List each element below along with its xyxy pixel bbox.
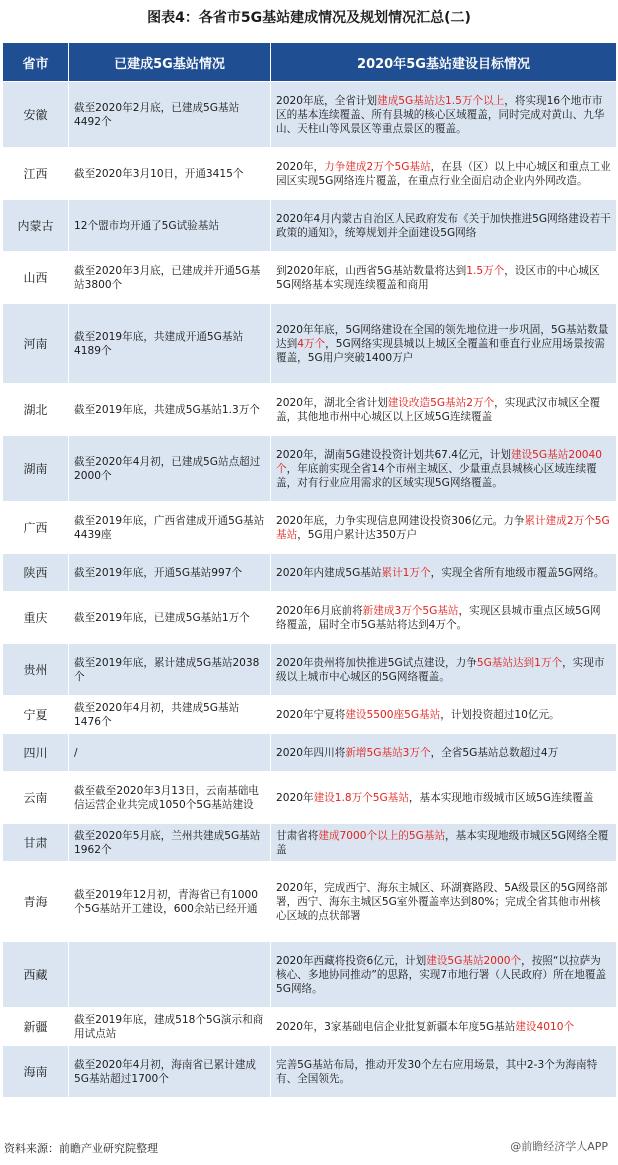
table-row — [3, 644, 617, 696]
table-header-row — [3, 43, 617, 82]
header-built: 已建成5G基站情况 — [69, 43, 271, 82]
target-text: 2020年， — [276, 160, 325, 173]
target-cell — [271, 1008, 617, 1046]
highlight-text: 1.5万个 — [466, 264, 505, 277]
target-cell — [271, 644, 617, 696]
province-cell: 贵州 — [3, 644, 69, 696]
target-text: 2020年贵州将加快推进5G试点建设，力争 — [276, 656, 477, 669]
target-text: 2020年，3家基础电信企业批复新疆本年度5G基站 — [276, 1020, 516, 1033]
highlight-text: 建设改造5G基站2万个 — [387, 396, 495, 409]
built-cell: 截至2020年3月10日，开通3415个 — [69, 148, 271, 200]
target-text: 2020年西藏将投资6亿元，计划 — [276, 954, 427, 967]
table-row — [3, 734, 617, 772]
target-cell — [271, 824, 617, 862]
built-cell: / — [69, 734, 271, 772]
highlight-text: 建成7000个以上的5G基站 — [318, 829, 446, 842]
built-cell: 截至2019年底，开通5G基站997个 — [69, 554, 271, 592]
target-text: 2020年4月内蒙古自治区人民政府发布《关于加快推进5G网络建设若干政策的通知》，统筹规划并全面建设5G网络 — [276, 212, 611, 239]
header-target: 2020年5G基站建设目标情况 — [271, 43, 617, 82]
target-text: ，计划投资超过10亿元。 — [440, 708, 560, 721]
target-cell — [271, 734, 617, 772]
built-cell: 截至2019年12月初，青海省已有1000个5G基站开工建设，600余站已经开通 — [69, 862, 271, 942]
table-row — [3, 772, 617, 824]
target-cell — [271, 384, 617, 436]
target-text: ，基本实现地级市城区5G网络全覆盖 — [276, 829, 609, 856]
target-text: ，实现市级以上城市中心城区的5G网络覆盖。 — [276, 656, 605, 683]
built-cell: 截至2020年3月底，已建成并开通5G基站3800个 — [69, 252, 271, 304]
province-cell: 西藏 — [3, 942, 69, 1008]
target-cell — [271, 148, 617, 200]
target-text: 完善5G基站布局，推动开发30个左右应用场景，其中2-3个为海南特有、全国领先。 — [276, 1058, 598, 1085]
target-text: ，实现全省所有地级市覆盖5G网络。 — [430, 566, 605, 579]
province-cell: 重庆 — [3, 592, 69, 644]
target-text: ，5G用户累计达350万户 — [297, 528, 418, 541]
highlight-text: 建设5500座5G基站 — [345, 708, 441, 721]
target-text: 2020年，湖南5G建设投资计划共67.4亿元，计划 — [276, 448, 511, 461]
target-cell — [271, 1046, 617, 1098]
table-row — [3, 384, 617, 436]
table-row — [3, 252, 617, 304]
province-cell: 江西 — [3, 148, 69, 200]
target-text: 到2020年底，山西省5G基站数量将达到 — [276, 264, 467, 277]
table-row — [3, 942, 617, 1008]
highlight-text: 累计1万个 — [381, 566, 431, 579]
target-text: 甘肃省将 — [276, 829, 319, 842]
built-cell: 截至截至2020年3月13日，云南基础电信运营企业共完成1050个5G基站建设 — [69, 772, 271, 824]
table-row — [3, 1008, 617, 1046]
target-text: ，将实现16个地市市区的基本连续覆盖、所有县城的核心区域覆盖，同时完成对黄山、九华山、天柱山等风景区等重点景区的覆盖。 — [276, 94, 605, 135]
table-body — [3, 82, 617, 1098]
built-cell: 12个盟市均开通了5G试验基站 — [69, 200, 271, 252]
target-cell — [271, 82, 617, 148]
source-note: 资料来源：前瞻产业研究院整理 — [4, 1142, 158, 1155]
page-title: 图表4：各省市5G基站建成情况及规划情况汇总(二) — [147, 10, 471, 26]
province-cell: 安徽 — [3, 82, 69, 148]
watermark-logo: @前瞻经济学人APP — [510, 1140, 608, 1153]
province-cell: 新疆 — [3, 1008, 69, 1046]
header-province: 省市 — [3, 43, 69, 82]
target-text: ，5G网络实现县城以上城区全覆盖和垂直行业应用场景按需覆盖，5G用户突破1400万户 — [276, 337, 605, 364]
province-cell: 河南 — [3, 304, 69, 384]
table-row — [3, 82, 617, 148]
target-text: 2020年底，全省计划 — [276, 94, 378, 107]
target-text: ，基本实现地市级城市区域5G连续覆盖 — [408, 791, 594, 804]
target-cell — [271, 592, 617, 644]
table-row — [3, 554, 617, 592]
province-table — [2, 42, 617, 1098]
target-text: 2020年宁夏将 — [276, 708, 346, 721]
built-cell: 截至2019年底，建成518个5G演示和商用试点站 — [69, 1008, 271, 1046]
target-text: 2020年 — [276, 791, 314, 804]
target-cell — [271, 304, 617, 384]
built-cell — [69, 942, 271, 1008]
province-cell: 内蒙古 — [3, 200, 69, 252]
built-cell: 截至2020年2月底，已建成5G基站4492个 — [69, 82, 271, 148]
table-row — [3, 1046, 617, 1098]
built-cell: 截至2020年4月初，海南省已累计建成5G基站超过1700个 — [69, 1046, 271, 1098]
province-cell: 青海 — [3, 862, 69, 942]
target-cell — [271, 252, 617, 304]
table-row — [3, 824, 617, 862]
target-text: ，实现武汉市城区全覆盖，其他地市州中心城区以上区域5G连续覆盖 — [276, 396, 601, 423]
highlight-text: 建设5G基站20040个 — [276, 448, 603, 475]
target-text: ，在县（区）以上中心城区和重点工业园区实现5G网络连片覆盖，在重点行业全面启动企业内外网改造。 — [276, 160, 611, 187]
table-row — [3, 436, 617, 502]
target-text: 2020年年底，5G网络建设在全国的领先地位进一步巩固，5G基站数量达到 — [276, 323, 609, 350]
highlight-text: 5G基站达到1万个 — [476, 656, 563, 669]
province-cell: 四川 — [3, 734, 69, 772]
built-cell: 截至2019年底，共建成5G基站1.3万个 — [69, 384, 271, 436]
highlight-text: 力争建成2万个5G基站 — [324, 160, 431, 173]
target-text: 2020年底，力争实现信息网建设投资306亿元。力争 — [276, 514, 525, 527]
table-row — [3, 304, 617, 384]
built-cell: 截至2019年底，共建成开通5G基站4189个 — [69, 304, 271, 384]
target-text: ，实现区县城市重点区域5G网络覆盖，届时全市5G基站将达到4万个。 — [276, 604, 601, 631]
highlight-text: 新增5G基站3万个 — [345, 746, 431, 759]
table-row — [3, 200, 617, 252]
target-text: 2020年，湖北全省计划 — [276, 396, 388, 409]
target-text: 2020年四川将 — [276, 746, 346, 759]
target-text: ，年底前实现全省14个市州主城区、少量重点县城核心区域连续覆盖，对有行业应用需求的区域实现5G网络覆盖。 — [276, 462, 597, 489]
province-cell: 湖北 — [3, 384, 69, 436]
target-cell — [271, 696, 617, 734]
target-cell — [271, 200, 617, 252]
table-row — [3, 862, 617, 942]
highlight-text: 建成5G基站达1.5万个以上 — [377, 94, 505, 107]
highlight-text: 建设1.8万个5G基站 — [313, 791, 409, 804]
table-row — [3, 592, 617, 644]
target-cell — [271, 862, 617, 942]
highlight-text: 累计建成2万个5G基站 — [276, 514, 610, 541]
target-text: ，按照“以拉萨为核心、多地协同推动”的思路，实现7市地行署（人民政府）所在地覆盖5G网络。 — [276, 954, 607, 995]
target-cell — [271, 554, 617, 592]
province-cell: 海南 — [3, 1046, 69, 1098]
built-cell: 截至2020年4月初，共建成5G基站1476个 — [69, 696, 271, 734]
province-cell: 甘肃 — [3, 824, 69, 862]
highlight-text: 建设4010个 — [515, 1020, 575, 1033]
province-cell: 湖南 — [3, 436, 69, 502]
highlight-text: 新建成3万个5G基站 — [362, 604, 459, 617]
target-text: 2020年，完成西宁、海东主城区、环湖赛路段、5A级景区的5G网络部署，西宁、海东主城区5G室外覆盖率达到80%；完成全省其他市州核心区域的点状部署 — [276, 881, 608, 922]
target-cell — [271, 436, 617, 502]
province-cell: 陕西 — [3, 554, 69, 592]
province-cell: 广西 — [3, 502, 69, 554]
target-text: 2020年6月底前将 — [276, 604, 363, 617]
built-cell: 截至2019年底，已建成5G基站1万个 — [69, 592, 271, 644]
table-row — [3, 696, 617, 734]
table-row — [3, 502, 617, 554]
province-cell: 云南 — [3, 772, 69, 824]
highlight-text: 建设5G基站2000个 — [426, 954, 522, 967]
highlight-text: 4万个 — [297, 337, 326, 350]
target-cell — [271, 942, 617, 1008]
target-text: 2020年内建成5G基站 — [276, 566, 382, 579]
target-cell — [271, 772, 617, 824]
built-cell: 截至2019年底，广西省建成开通5G基站4439座 — [69, 502, 271, 554]
built-cell: 截至2020年5月底，兰州共建成5G基站1962个 — [69, 824, 271, 862]
target-cell — [271, 502, 617, 554]
province-cell: 山西 — [3, 252, 69, 304]
province-cell: 宁夏 — [3, 696, 69, 734]
built-cell: 截至2019年底，累计建成5G基站2038个 — [69, 644, 271, 696]
target-text: ，设区市的中心城区5G网络基本实现连续覆盖和商用 — [276, 264, 600, 291]
built-cell: 截至2020年4月初，已建成5G站点超过2000个 — [69, 436, 271, 502]
table-row — [3, 148, 617, 200]
target-text: ，全省5G基站总数超过4万 — [430, 746, 559, 759]
